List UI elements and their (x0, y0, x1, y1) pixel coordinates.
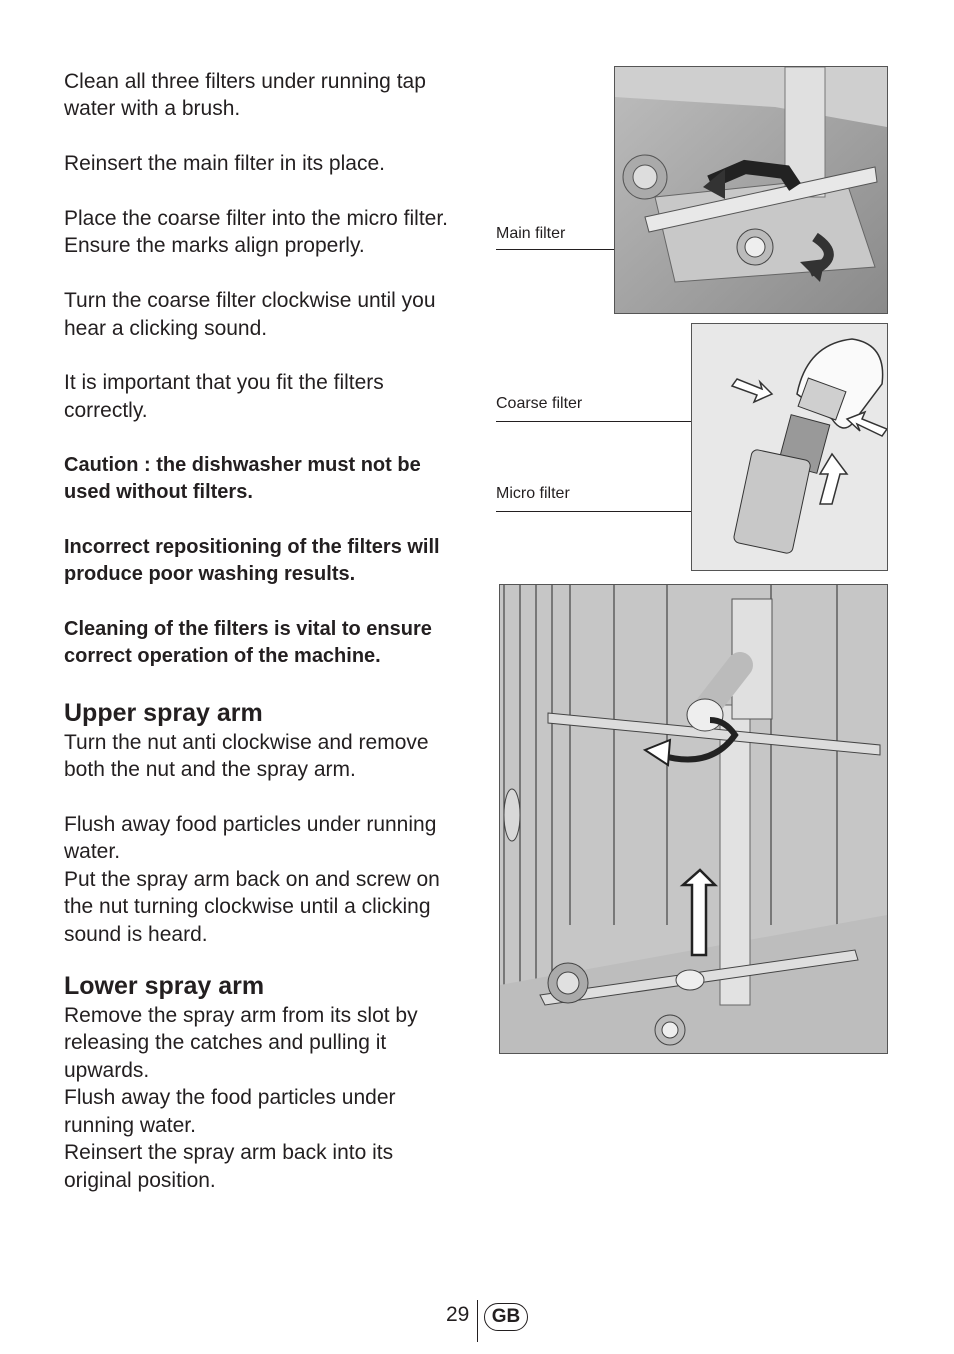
heading-lower-spray-arm: Lower spray arm (64, 972, 265, 1001)
coarse-micro-filter-illustration (691, 323, 888, 571)
instruction-place-coarse: Place the coarse filter into the micro filter. Ensure the marks align properly. (64, 207, 448, 258)
instructions-column (64, 68, 464, 1194)
upper-instruction-2: Flush away food particles under running water. (64, 813, 437, 864)
caution-cleaning-vital: Cleaning of the filters is vital to ensure correct operation of the machine. (64, 618, 432, 668)
caution-repositioning: Incorrect repositioning of the filters will produce poor washing results. (64, 535, 440, 586)
label-micro-filter: Micro filter (496, 485, 570, 502)
page-number: 29 (446, 1303, 470, 1326)
caution-no-filters: Caution : the dishwasher must not be used without filters. (64, 453, 421, 504)
instruction-turn-coarse: Turn the coarse filter clockwise until you hear a clicking sound. (64, 289, 436, 340)
instruction-reinsert-main: Reinsert the main filter in its place. (64, 152, 385, 176)
upper-instruction-3: Put the spray arm back on and screw on the nut turning clockwise until a clicking sound is heard. (64, 867, 440, 946)
instruction-fit-correctly: It is important that you fit the filters correctly. (64, 371, 384, 422)
footer-divider (477, 1300, 478, 1342)
lower-instruction-3: Reinsert the spray arm back into its original position. (64, 1141, 394, 1192)
label-main-filter: Main filter (496, 225, 566, 242)
upper-instruction-1: Turn the nut anti clockwise and remove both the nut and the spray arm. (64, 730, 429, 782)
lower-instruction-1: Remove the spray arm from its slot by releasing the catches and pulling it upwards. (64, 1004, 418, 1082)
language-badge: GB (484, 1303, 528, 1331)
heading-upper-spray-arm: Upper spray arm (64, 698, 263, 727)
spray-arm-illustration (499, 584, 888, 1054)
lower-instruction-2: Flush away the food particles under running water. (64, 1086, 396, 1137)
main-filter-illustration (614, 66, 888, 314)
label-coarse-filter: Coarse filter (496, 395, 583, 412)
instruction-clean-filters: Clean all three filters under running tap water with a brush. (64, 70, 426, 121)
